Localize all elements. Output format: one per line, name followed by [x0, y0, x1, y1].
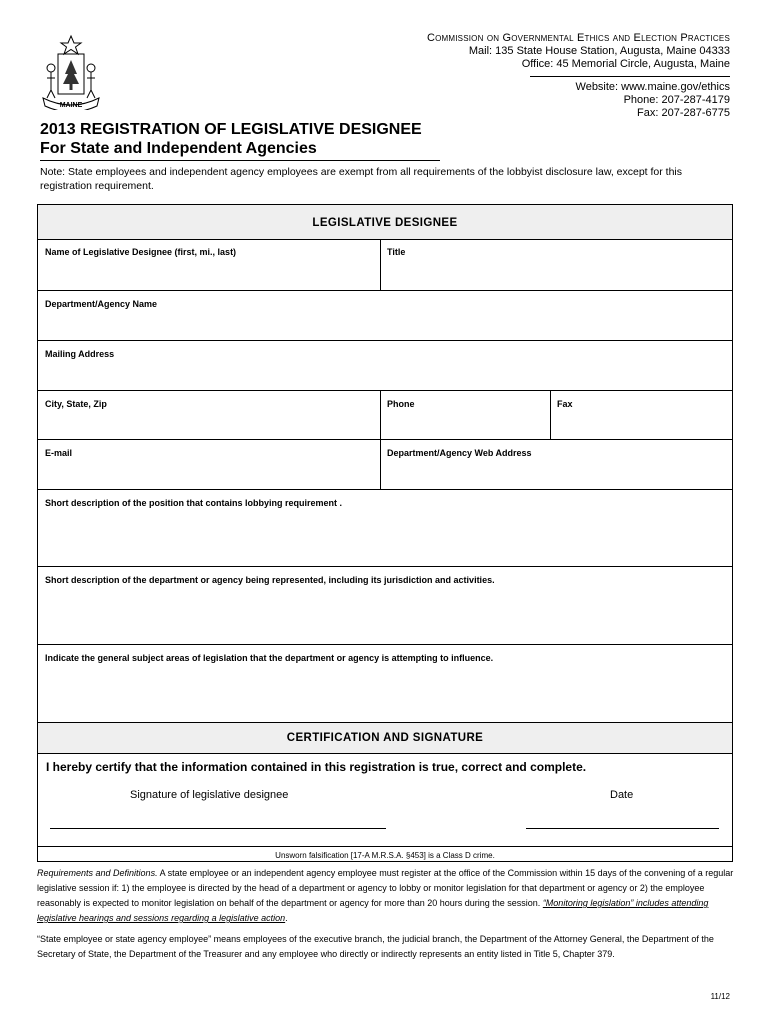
registration-form [37, 204, 733, 862]
requirements-paragraph [37, 866, 735, 926]
page-subtitle: For State and Independent Agencies [40, 140, 317, 157]
mail-address: Mail: 135 State House Station, Augusta, Maine 04333 [468, 45, 730, 58]
page-title: 2013 REGISTRATION OF LEGISLATIVE DESIGNEE [40, 121, 422, 138]
web-address-field[interactable]: Department/Agency Web Address [380, 440, 732, 490]
website: Website: www.maine.gov/ethics [575, 80, 730, 93]
department-field[interactable]: Department/Agency Name [38, 291, 732, 341]
maine-state-seal-icon [38, 34, 104, 110]
agency-header [410, 32, 730, 120]
agency-name: Commission on Governmental Ethics and Election Practices [426, 32, 730, 44]
phone-field[interactable]: Phone [380, 391, 550, 440]
divider [380, 239, 381, 291]
email-field[interactable]: E-mail [38, 440, 380, 490]
employee-definition: “State employee or state agency employee” means employees of the executive branch, the judicial branch, the Department of the Attorney General, the Department of the Secretary of State, the Department of the Treasurer and any employee who directly or indirectly represents an entity listed in Title 5, Chapter 379. [37, 934, 714, 959]
date-label: Date [610, 789, 634, 801]
mailing-address-field[interactable]: Mailing Address [38, 341, 732, 391]
fax-field[interactable]: Fax [550, 391, 732, 440]
fax: Fax: 207-287-6775 [637, 107, 730, 120]
department-description-field[interactable]: Short description of the department or agency being represented, including its jurisdiction and activities. [38, 567, 732, 645]
divider [550, 391, 551, 440]
signature-line[interactable] [50, 828, 386, 829]
office-address: Office: 45 Memorial Circle, Augusta, Maine [521, 58, 730, 71]
monitoring-definition: “Monitoring legislation” includes attending legislative hearings and sessions regarding a legislative action [37, 898, 709, 923]
city-state-zip-field[interactable]: City, State, Zip [38, 391, 380, 440]
falsification-notice: Unsworn falsification [17-A M.R.S.A. §453] is a Class D crime. [38, 846, 732, 862]
monitoring-end: . [285, 913, 288, 923]
exemption-note: Note: State employees and independent agency employees are exempt from all requirements of the lobbyist disclosure law, except for this registration requirement. [40, 166, 683, 192]
requirements-body: A state employee or an independent agency employee must register at the office of the Commission within 15 days of the convening of a regular legislative session if: 1) the employee is directed by the head of a department or agency to lobby or monitor legislation for that department or agency or 2) the employee reasonably is expected to monitor legislation on behalf of the department or agency for more than 20 hours during the session. [37, 868, 734, 908]
date-line[interactable] [526, 828, 719, 829]
svg-text:MAINE: MAINE [59, 102, 83, 109]
phone: Phone: 207-287-4179 [623, 93, 730, 106]
requirements-section [37, 866, 735, 964]
signature-label: Signature of legislative designee [130, 789, 289, 801]
header-divider [530, 76, 730, 77]
page-number: 11/12 [710, 992, 730, 1001]
subject-areas-field[interactable]: Indicate the general subject areas of legislation that the department or agency is attempting to influence. [38, 645, 732, 723]
title-field[interactable]: Title [380, 239, 732, 291]
section-heading-legislative-designee: LEGISLATIVE DESIGNEE [38, 205, 732, 240]
title-block [40, 120, 440, 161]
section-heading-certification: CERTIFICATION AND SIGNATURE [38, 722, 732, 754]
designee-name-field[interactable]: Name of Legislative Designee (first, mi., last) [38, 239, 380, 291]
position-description-field[interactable]: Short description of the position that contains lobbying requirement . [38, 490, 732, 567]
requirements-lead: Requirements and Definitions. [37, 868, 158, 878]
certification-statement: I hereby certify that the information contained in this registration is true, correct and complete. [46, 760, 587, 774]
